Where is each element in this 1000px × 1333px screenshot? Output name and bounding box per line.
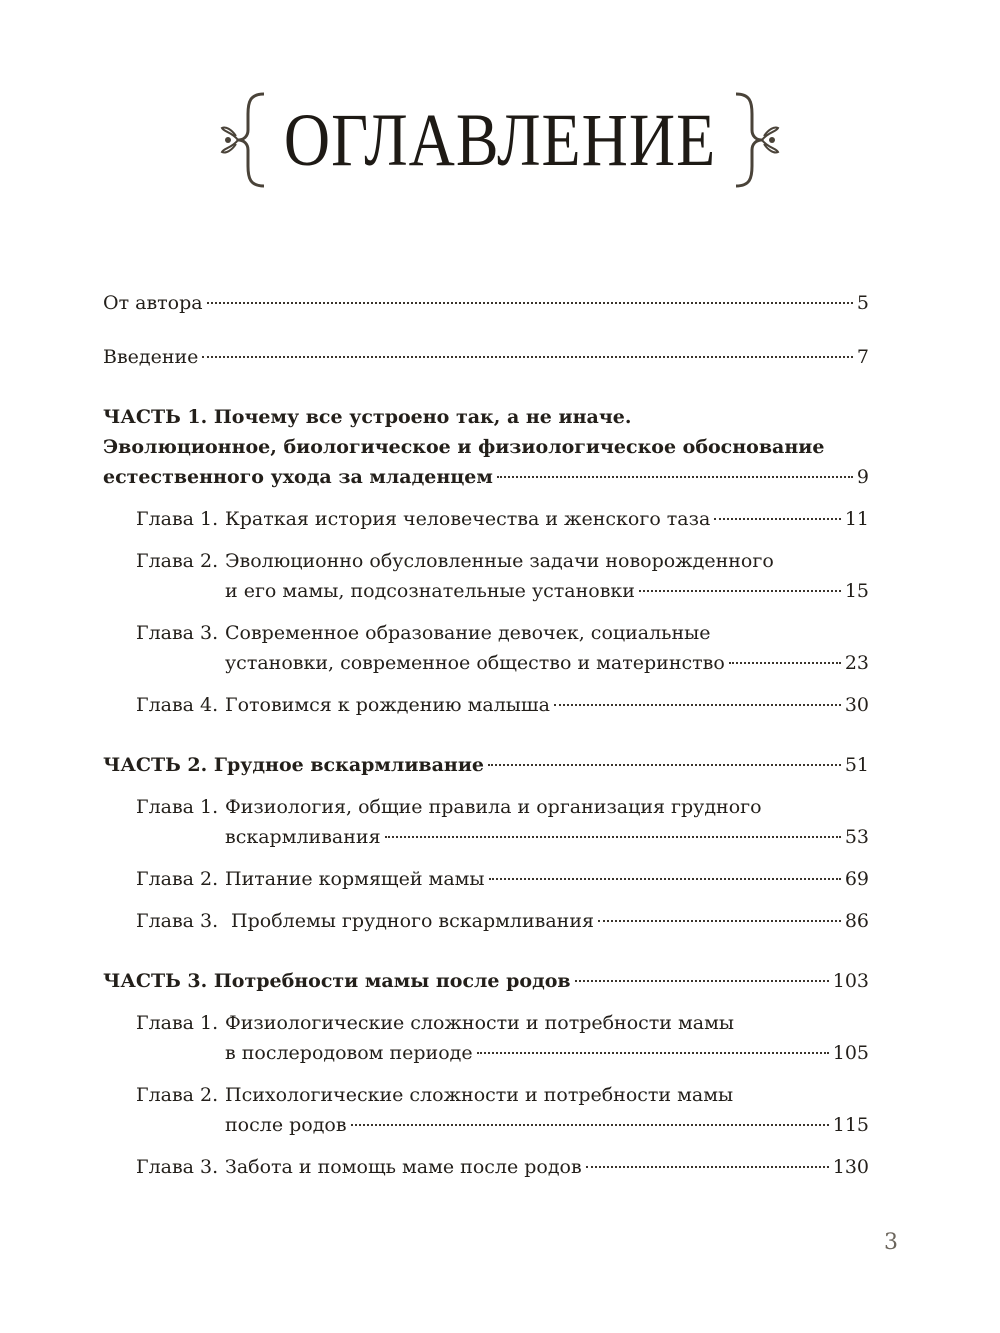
chapter-number: Глава 3. (136, 622, 219, 644)
dot-leader (575, 979, 829, 982)
toc-entry-label: Введение (103, 346, 199, 368)
chapter-number: Глава 4. (136, 694, 219, 716)
toc-page-number: 15 (844, 580, 869, 602)
toc-page-number: 69 (844, 868, 869, 890)
dot-leader (488, 763, 841, 766)
toc-page-number: 7 (856, 346, 869, 368)
toc-part-2-chapter-2[interactable]: Глава 2. Питание кормящей мамы 69 (103, 864, 869, 894)
toc-part-3-chapter-3[interactable]: Глава 3. Забота и помощь маме после родов 130 (103, 1152, 869, 1182)
toc-part-1-chapter-4[interactable]: Глава 4. Готовимся к рождению малыша 30 (103, 690, 869, 720)
toc-part-1-chapter-1[interactable]: Глава 1. Краткая история человечества и женского таза 11 (103, 504, 869, 534)
toc-page-number: 5 (856, 292, 869, 314)
toc-part-1-title-line-1: ЧАСТЬ 1. Почему все устроено так, а не иначе. (103, 406, 632, 428)
toc-part-3-chapter-2-line-2[interactable]: после родов 115 (103, 1110, 869, 1140)
dot-leader (586, 1165, 829, 1168)
toc-part-2-title[interactable]: ЧАСТЬ 2. Грудное вскармливание 51 (103, 750, 869, 780)
toc-part-1-chapter-3-line-2[interactable]: установки, современное общество и материнство 23 (103, 648, 869, 678)
toc-part-3-title[interactable]: ЧАСТЬ 3. Потребности мамы после родов 103 (103, 966, 869, 996)
dot-leader (207, 301, 853, 304)
page-title: ОГЛАВЛЕНИЕ (283, 97, 717, 182)
toc-entry-from-author[interactable] (103, 288, 869, 318)
chapter-number: Глава 1. (136, 508, 219, 530)
toc-part-1-title-line-2: Эволюционное, биологическое и физиологическое обоснование (103, 436, 825, 458)
dot-leader (729, 661, 841, 664)
toc-page-number: 53 (844, 826, 869, 848)
chapter-number: Глава 3. (136, 1156, 219, 1178)
dot-leader (598, 919, 841, 922)
dot-leader (202, 355, 852, 358)
chapter-number: Глава 1. (136, 796, 219, 818)
dot-leader (714, 517, 840, 520)
toc-part-2-chapter-1-line-1[interactable]: Глава 1. Физиология, общие правила и организация грудного (103, 792, 869, 822)
chapter-number: Глава 2. (136, 868, 219, 890)
dot-leader (351, 1123, 829, 1126)
toc-part-3-chapter-1-line-2[interactable]: в послеродовом периоде 105 (103, 1038, 869, 1068)
dot-leader (489, 877, 841, 880)
toc-page-number: 23 (844, 652, 869, 674)
toc-part-2-chapter-3[interactable]: Глава 3. Проблемы грудного вскармливания 86 (103, 906, 869, 936)
toc-page-number: 11 (844, 508, 869, 530)
toc-page-number: 115 (832, 1114, 869, 1136)
chapter-number: Глава 1. (136, 1012, 219, 1034)
toc-page-number: 103 (832, 970, 869, 992)
toc-part-1-chapter-2-line-2[interactable]: и его мамы, подсознательные установки 15 (103, 576, 869, 606)
toc-part-1-title-line-3[interactable]: естественного ухода за младенцем 9 (103, 462, 869, 492)
toc-page-number: 86 (844, 910, 869, 932)
dot-leader (554, 703, 841, 706)
toc-page-number: 30 (844, 694, 869, 716)
page-folio-number: 3 (884, 1230, 898, 1255)
toc-part-1-chapter-2-line-1[interactable]: Глава 2. Эволюционно обусловленные задачи новорожденного (103, 546, 869, 576)
dot-leader (477, 1051, 829, 1054)
toc-page-number: 130 (832, 1156, 869, 1178)
toc-entry-label: От автора (103, 292, 203, 314)
toc-part-3-chapter-2-line-1[interactable]: Глава 2. Психологические сложности и потребности мамы (103, 1080, 869, 1110)
toc-part-3-chapter-1-line-1[interactable]: Глава 1. Физиологические сложности и потребности мамы (103, 1008, 869, 1038)
chapter-number: Глава 2. (136, 550, 219, 572)
toc-page-number: 51 (844, 754, 869, 776)
chapter-number: Глава 3. (136, 910, 219, 932)
toc-part-1-chapter-3-line-1[interactable]: Глава 3. Современное образование девочек, социальные (103, 618, 869, 648)
toc-part-2-chapter-1-line-2[interactable]: вскармливания 53 (103, 822, 869, 852)
toc-entry-introduction[interactable] (103, 342, 869, 372)
dot-leader (639, 589, 841, 592)
toc-page-number: 9 (856, 466, 869, 488)
dot-leader (497, 475, 853, 478)
toc-page-number: 105 (832, 1042, 869, 1064)
dot-leader (385, 835, 841, 838)
chapter-number: Глава 2. (136, 1084, 219, 1106)
